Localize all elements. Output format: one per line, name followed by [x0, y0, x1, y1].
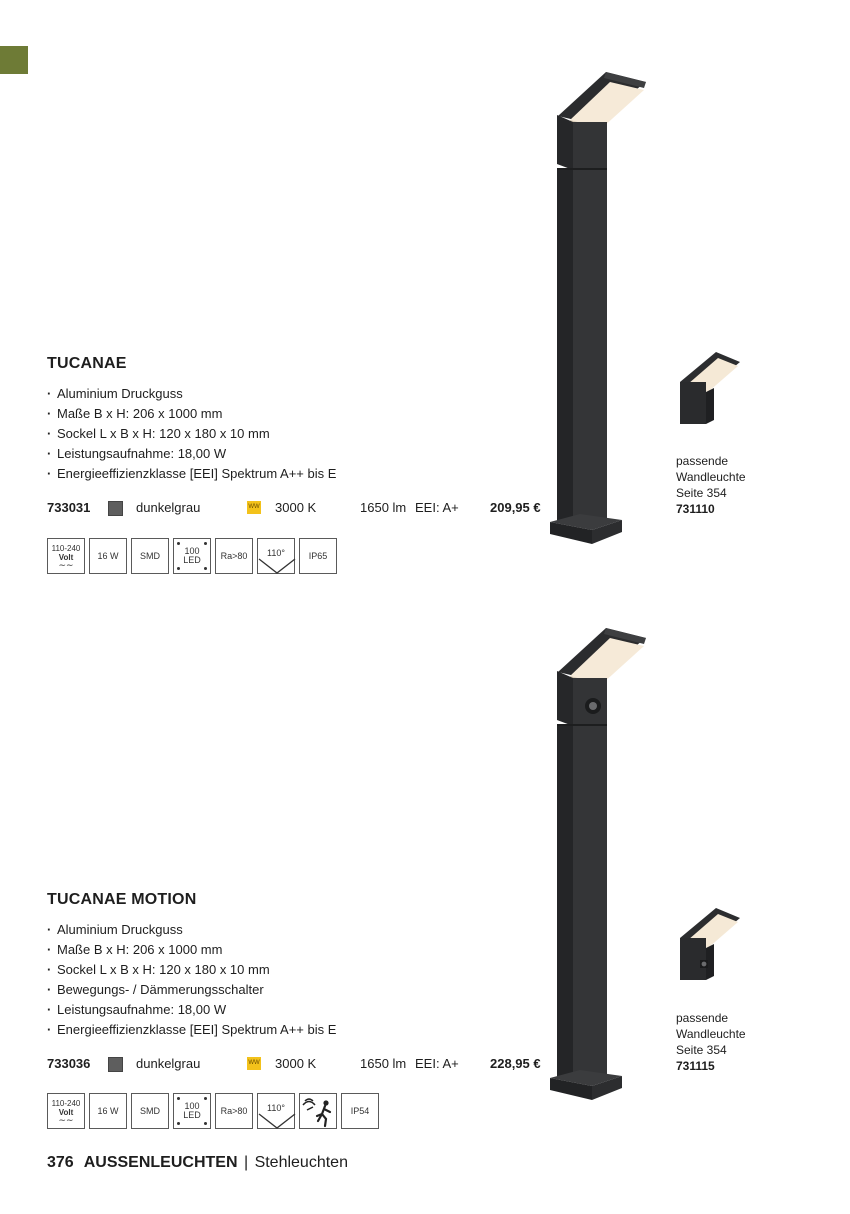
luminous-flux: 1650 lm [360, 1056, 407, 1071]
matching-wall-lamp-note [676, 1010, 746, 1074]
feature-item: · Aluminium Druckguss [47, 384, 336, 404]
color-temperature: 3000 K [275, 1056, 317, 1071]
feature-item: · Maße B x H: 206 x 1000 mm [47, 404, 336, 424]
spec-icons [47, 1093, 379, 1129]
suggest-page: Seite 354 [676, 486, 727, 500]
suggest-article: 731110 [676, 502, 715, 516]
bollard-lamp-image [540, 68, 652, 548]
color-temperature: 3000 K [275, 500, 317, 515]
led-count: 100 [184, 1101, 200, 1111]
feature-item: · Sockel L x B x H: 120 x 180 x 10 mm [47, 960, 336, 980]
bollard-lamp-motion-image [540, 624, 652, 1104]
color-name: dunkelgrau [136, 1056, 201, 1071]
ac-wave-icon: ∼∼ [58, 1115, 74, 1125]
led-label: LED [183, 555, 201, 565]
product-title: TUCANAE [47, 355, 127, 372]
smd-icon: SMD [131, 1093, 169, 1129]
voltage-range: 110-240 [51, 544, 81, 553]
article-number: 733036 [47, 1056, 91, 1071]
suggest-line: Wandleuchte [676, 1027, 746, 1041]
feature-item: · Leistungsaufnahme: 18,00 W [47, 1000, 336, 1020]
page-footer [47, 1153, 348, 1173]
ip-rating-icon: IP65 [299, 538, 337, 574]
beam-angle-icon [257, 538, 295, 574]
luminous-flux: 1650 lm [360, 500, 407, 515]
voltage-label: Volt [58, 553, 74, 562]
beam-angle: 110° [267, 548, 285, 558]
suggest-article: 731115 [676, 1059, 715, 1073]
energy-class: EEI: A+ [415, 500, 459, 515]
article-number: 733031 [47, 500, 91, 515]
wall-lamp-image [676, 350, 742, 428]
feature-list [47, 384, 336, 484]
suggest-line: Wandleuchte [676, 470, 746, 484]
feature-list [47, 920, 336, 1040]
ip-rating-icon: IP54 [341, 1093, 379, 1129]
price: 209,95 € [490, 500, 541, 515]
product-title: TUCANAE MOTION [47, 891, 197, 908]
matching-wall-lamp-note [676, 453, 746, 517]
warm-white-icon: WW [247, 1057, 261, 1070]
wall-lamp-motion-image [676, 906, 742, 984]
feature-item: · Aluminium Druckguss [47, 920, 336, 940]
color-swatch [108, 501, 123, 516]
voltage-label: Volt [58, 1108, 74, 1117]
beam-angle: 110° [267, 1103, 285, 1113]
voltage-icon [47, 1093, 85, 1129]
feature-item: · Bewegungs- / Dämmerungsschalter [47, 980, 336, 1000]
beam-angle-icon [257, 1093, 295, 1129]
warm-white-icon: WW [247, 501, 261, 514]
section-title: AUSSENLEUCHTEN [83, 1154, 238, 1171]
suggest-line: passende [676, 1011, 729, 1025]
color-rendering-icon: Ra>80 [215, 1093, 253, 1129]
suggest-page: Seite 354 [676, 1043, 727, 1057]
section-color-tab [0, 46, 28, 74]
voltage-icon [47, 538, 85, 574]
page-number: 376 [47, 1154, 74, 1171]
ac-wave-icon: ∼∼ [58, 560, 74, 570]
color-rendering-icon: Ra>80 [215, 538, 253, 574]
led-label: LED [183, 1110, 201, 1120]
color-name: dunkelgrau [136, 500, 201, 515]
price: 228,95 € [490, 1056, 541, 1071]
smd-icon: SMD [131, 538, 169, 574]
wattage-icon: 16 W [89, 538, 127, 574]
footer-separator: | [243, 1154, 249, 1171]
feature-item: · Energieeffizienzklasse [EEI] Spektrum A++ bis E [47, 464, 336, 484]
led-count: 100 [184, 546, 200, 556]
feature-item: · Maße B x H: 206 x 1000 mm [47, 940, 336, 960]
energy-class: EEI: A+ [415, 1056, 459, 1071]
feature-item: · Leistungsaufnahme: 18,00 W [47, 444, 336, 464]
feature-item: · Sockel L x B x H: 120 x 180 x 10 mm [47, 424, 336, 444]
voltage-range: 110-240 [51, 1099, 81, 1108]
color-swatch [108, 1057, 123, 1072]
led-count-icon [173, 1093, 211, 1129]
suggest-line: passende [676, 454, 729, 468]
motion-sensor-icon [299, 1093, 337, 1129]
spec-icons [47, 538, 337, 574]
wattage-icon: 16 W [89, 1093, 127, 1129]
subsection-title: Stehleuchten [254, 1154, 348, 1171]
feature-item: · Energieeffizienzklasse [EEI] Spektrum A++ bis E [47, 1020, 336, 1040]
led-count-icon [173, 538, 211, 574]
